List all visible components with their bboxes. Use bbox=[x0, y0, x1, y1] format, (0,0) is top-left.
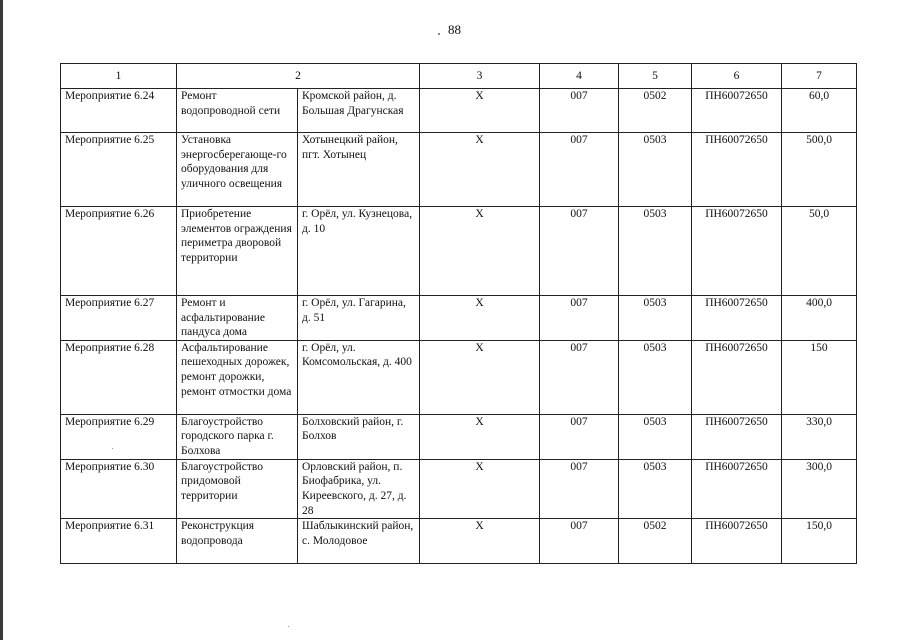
col6-cell: ПН60072650 bbox=[692, 459, 782, 518]
location-cell: Болховский район, г. Болхов bbox=[298, 414, 420, 459]
table-row bbox=[61, 207, 857, 296]
col7-cell: 400,0 bbox=[782, 296, 857, 341]
col4-cell: 007 bbox=[540, 296, 619, 341]
work-cell: Приобретение элементов ограждения периметра дворовой территории bbox=[177, 207, 298, 296]
col3-cell: Х bbox=[420, 459, 540, 518]
scan-speck bbox=[288, 626, 289, 627]
column-header: 2 bbox=[177, 64, 420, 89]
col3-cell: Х bbox=[420, 340, 540, 414]
col4-cell: 007 bbox=[540, 89, 619, 133]
event-cell: Мероприятие 6.28 bbox=[61, 340, 177, 414]
location-cell: Кромской район, д. Большая Драгунская bbox=[298, 89, 420, 133]
col5-cell: 0502 bbox=[619, 519, 692, 564]
col3-cell: Х bbox=[420, 207, 540, 296]
location-cell: г. Орёл, ул. Комсомольская, д. 400 bbox=[298, 340, 420, 414]
col3-cell: Х bbox=[420, 414, 540, 459]
location-cell: г. Орёл, ул. Гагарина, д. 51 bbox=[298, 296, 420, 341]
table-row bbox=[61, 296, 857, 341]
col4-cell: 007 bbox=[540, 133, 619, 207]
col7-cell: 330,0 bbox=[782, 414, 857, 459]
work-cell: Асфальтирование пешеходных дорожек, ремонт дорожки, ремонт отмостки дома bbox=[177, 340, 298, 414]
table-header-row bbox=[61, 64, 857, 89]
event-cell: Мероприятие 6.29 bbox=[61, 414, 177, 459]
location-cell: Шаблыкинский район, с. Молодовое bbox=[298, 519, 420, 564]
column-header: 6 bbox=[692, 64, 782, 89]
column-header: 1 bbox=[61, 64, 177, 89]
col7-cell: 150,0 bbox=[782, 519, 857, 564]
event-cell: Мероприятие 6.25 bbox=[61, 133, 177, 207]
column-header: 4 bbox=[540, 64, 619, 89]
col6-cell: ПН60072650 bbox=[692, 296, 782, 341]
col7-cell: 500,0 bbox=[782, 133, 857, 207]
col6-cell: ПН60072650 bbox=[692, 89, 782, 133]
location-cell: Хотынецкий район, пгт. Хотынец bbox=[298, 133, 420, 207]
column-header: 5 bbox=[619, 64, 692, 89]
col4-cell: 007 bbox=[540, 207, 619, 296]
col5-cell: 0502 bbox=[619, 89, 692, 133]
event-cell: Мероприятие 6.31 bbox=[61, 519, 177, 564]
col4-cell: 007 bbox=[540, 414, 619, 459]
col4-cell: 007 bbox=[540, 519, 619, 564]
col7-cell: 150 bbox=[782, 340, 857, 414]
scan-speck bbox=[438, 33, 440, 35]
col5-cell: 0503 bbox=[619, 459, 692, 518]
table-row bbox=[61, 340, 857, 414]
col4-cell: 007 bbox=[540, 459, 619, 518]
budget-table bbox=[60, 63, 857, 564]
work-cell: Ремонт водопроводной сети bbox=[177, 89, 298, 133]
work-cell: Реконструкция водопровода bbox=[177, 519, 298, 564]
event-cell: Мероприятие 6.24 bbox=[61, 89, 177, 133]
table-row bbox=[61, 89, 857, 133]
col7-cell: 60,0 bbox=[782, 89, 857, 133]
col3-cell: Х bbox=[420, 133, 540, 207]
col3-cell: Х bbox=[420, 519, 540, 564]
col5-cell: 0503 bbox=[619, 296, 692, 341]
col3-cell: Х bbox=[420, 296, 540, 341]
table-row bbox=[61, 519, 857, 564]
table-row bbox=[61, 133, 857, 207]
table-row bbox=[61, 414, 857, 459]
col6-cell: ПН60072650 bbox=[692, 519, 782, 564]
col7-cell: 300,0 bbox=[782, 459, 857, 518]
col7-cell: 50,0 bbox=[782, 207, 857, 296]
col6-cell: ПН60072650 bbox=[692, 340, 782, 414]
col4-cell: 007 bbox=[540, 340, 619, 414]
work-cell: Ремонт и асфальтирование пандуса дома bbox=[177, 296, 298, 341]
event-cell: Мероприятие 6.30 bbox=[61, 459, 177, 518]
location-cell: г. Орёл, ул. Кузнецова, д. 10 bbox=[298, 207, 420, 296]
col6-cell: ПН60072650 bbox=[692, 133, 782, 207]
work-cell: Благоустройство придомовой территории bbox=[177, 459, 298, 518]
column-header: 3 bbox=[420, 64, 540, 89]
work-cell: Установка энергосберегающе-го оборудования для уличного освещения bbox=[177, 133, 298, 207]
column-header: 7 bbox=[782, 64, 857, 89]
event-cell: Мероприятие 6.26 bbox=[61, 207, 177, 296]
col5-cell: 0503 bbox=[619, 207, 692, 296]
scan-left-edge bbox=[0, 0, 3, 640]
location-cell: Орловский район, п. Биофабрика, ул. Киреевского, д. 27, д. 28 bbox=[298, 459, 420, 518]
table-row bbox=[61, 459, 857, 518]
col5-cell: 0503 bbox=[619, 133, 692, 207]
col3-cell: Х bbox=[420, 89, 540, 133]
work-cell: Благоустройство городского парка г. Болхова bbox=[177, 414, 298, 459]
col5-cell: 0503 bbox=[619, 414, 692, 459]
col5-cell: 0503 bbox=[619, 340, 692, 414]
event-cell: Мероприятие 6.27 bbox=[61, 296, 177, 341]
page-number: 88 bbox=[448, 22, 461, 37]
col6-cell: ПН60072650 bbox=[692, 207, 782, 296]
col6-cell: ПН60072650 bbox=[692, 414, 782, 459]
